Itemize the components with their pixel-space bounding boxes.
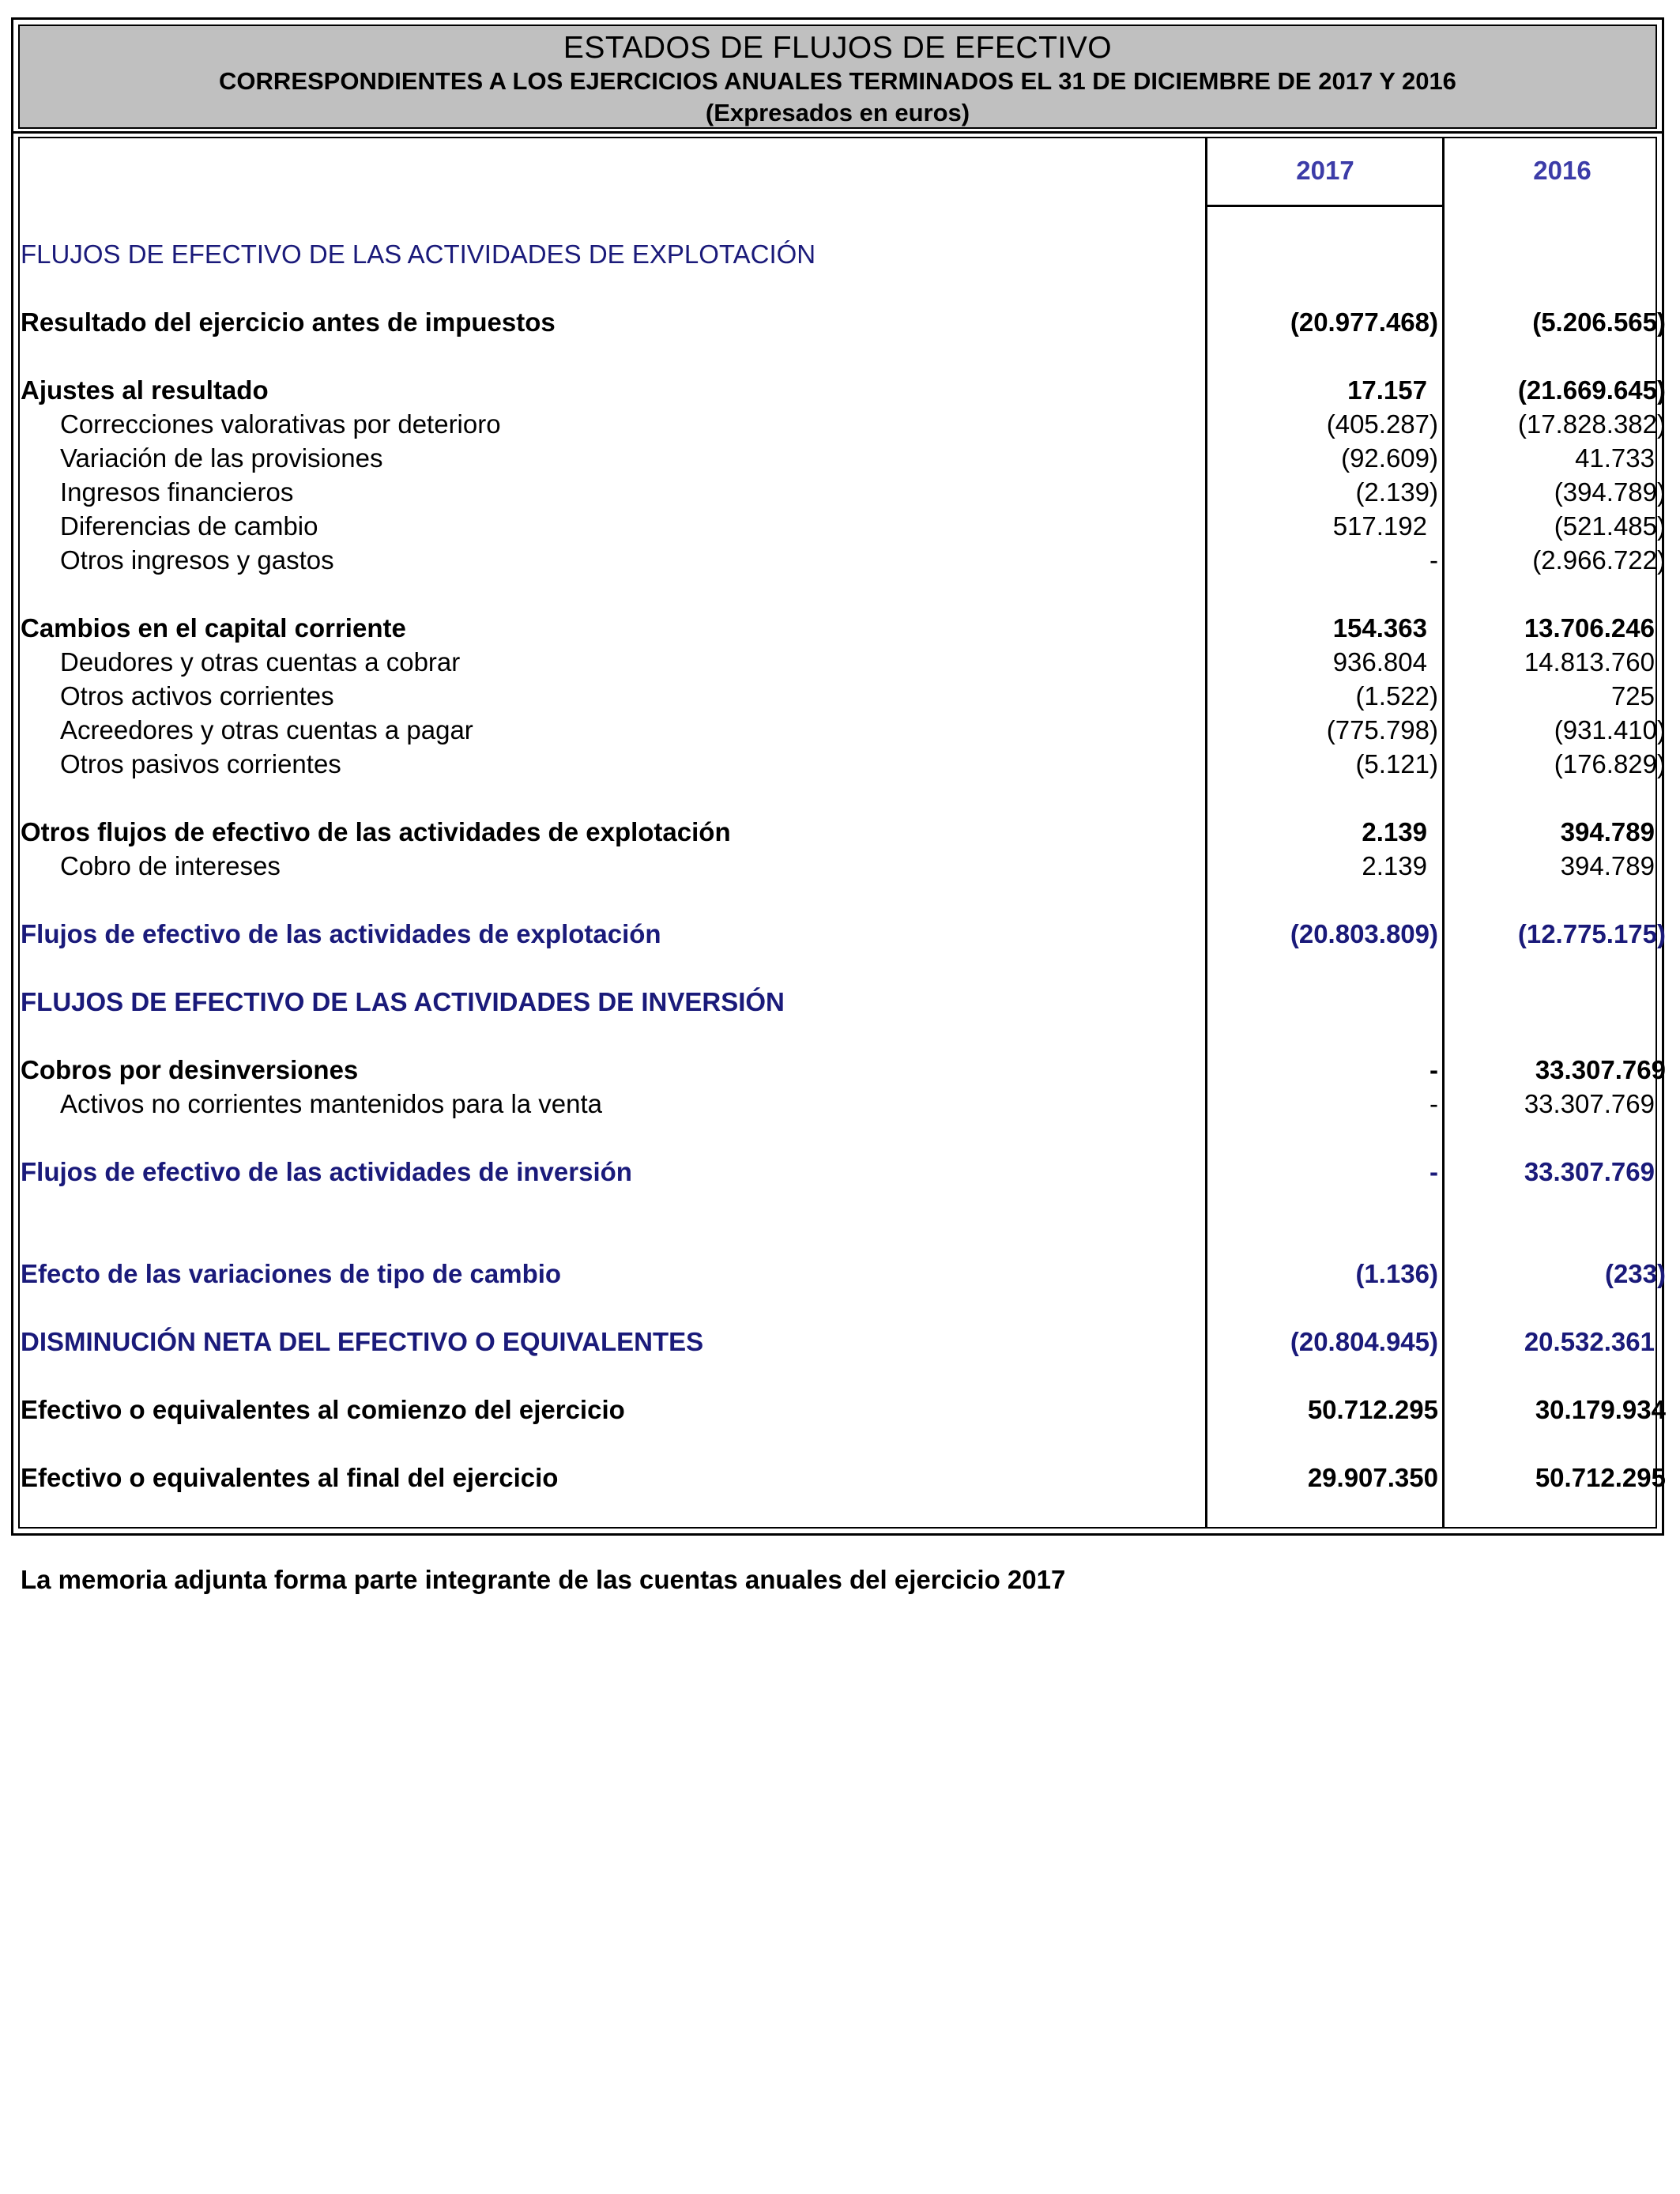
row-label: Efectivo o equivalentes al comienzo del ejercicio <box>21 1395 625 1424</box>
value-2017: 17.157 <box>1347 375 1427 405</box>
value-2016: 14.813.760 <box>1524 647 1655 677</box>
value-2017: (92.609) <box>1341 443 1438 473</box>
row-label: Flujos de efectivo de las actividades de explotación <box>21 919 661 948</box>
value-2016: 33.307.769 <box>1524 1157 1655 1186</box>
value-2016: 725 <box>1610 681 1655 711</box>
value-2017: 2.139 <box>1362 817 1427 846</box>
value-2017: (20.977.468) <box>1290 307 1438 337</box>
value-2017: 517.192 <box>1332 511 1427 541</box>
row-label: Variación de las provisiones <box>60 443 383 473</box>
row-label: Deudores y otras cuentas a cobrar <box>60 647 461 677</box>
row-label: Activos no corrientes mantenidos para la venta <box>60 1089 603 1118</box>
table-row <box>21 543 1666 577</box>
row-label: Otros ingresos y gastos <box>60 545 334 575</box>
title-box <box>11 17 1664 136</box>
column-header-2016: 2016 <box>1533 156 1591 185</box>
value-2017: - <box>1430 545 1438 575</box>
value-2017: 50.712.295 <box>1307 1395 1438 1424</box>
value-2016: (12.775.175) <box>1517 919 1666 948</box>
table-row <box>21 1087 1655 1121</box>
value-2017: - <box>1430 1055 1438 1084</box>
document-title: ESTADOS DE FLUJOS DE EFECTIVO <box>563 31 1113 65</box>
value-2016: 33.307.769 <box>1524 1089 1655 1118</box>
subtotal-row-inversion <box>21 1155 1655 1189</box>
row-label: FLUJOS DE EFECTIVO DE LAS ACTIVIDADES DE INVERSIÓN <box>21 987 785 1016</box>
section-heading-inversion <box>21 985 1655 1019</box>
value-2016: (176.829) <box>1554 749 1666 778</box>
table-row <box>21 679 1655 713</box>
document-subtitle: CORRESPONDIENTES A LOS EJERCICIOS ANUALES TERMINADOS EL 31 DE DICIEMBRE DE 2017 Y 2016 <box>219 67 1456 95</box>
value-2016: (394.789) <box>1554 477 1666 507</box>
row-label: Otros pasivos corrientes <box>60 749 341 778</box>
table-row <box>21 475 1666 509</box>
closing-cash-row <box>21 1461 1666 1495</box>
opening-cash-row <box>21 1393 1666 1427</box>
value-2016: 50.712.295 <box>1535 1463 1666 1492</box>
table-row <box>21 441 1655 475</box>
value-2016: (233) <box>1604 1259 1666 1288</box>
value-2016: 33.307.769 <box>1535 1055 1666 1084</box>
value-2017: (5.121) <box>1355 749 1438 778</box>
row-label: Cobro de intereses <box>60 851 281 880</box>
row-label: Cambios en el capital corriente <box>21 613 406 643</box>
table-row <box>21 849 1655 883</box>
value-2016: (931.410) <box>1554 715 1666 745</box>
value-2016: (5.206.565) <box>1532 307 1666 337</box>
units-note: (Expresados en euros) <box>705 99 970 126</box>
row-label: Ajustes al resultado <box>21 375 269 405</box>
value-2017: (20.804.945) <box>1290 1327 1438 1356</box>
exchange-effect-row <box>21 1257 1666 1291</box>
value-2017: (775.798) <box>1326 715 1438 745</box>
value-2017: (2.139) <box>1355 477 1438 507</box>
value-2017: (405.287) <box>1326 409 1438 439</box>
row-label: Efecto de las variaciones de tipo de cambio <box>21 1259 562 1288</box>
value-2017: (1.136) <box>1355 1259 1438 1288</box>
value-2016: 13.706.246 <box>1524 613 1655 643</box>
table-row <box>21 305 1666 339</box>
table-row <box>21 509 1666 543</box>
value-2017: 29.907.350 <box>1307 1463 1438 1492</box>
row-label: Cobros por desinversiones <box>21 1055 359 1084</box>
value-2016: (17.828.382) <box>1517 409 1666 439</box>
table-row <box>21 611 1655 645</box>
table-row <box>21 1053 1666 1087</box>
value-2016: (21.669.645) <box>1517 375 1666 405</box>
value-2016: 30.179.934 <box>1535 1395 1666 1424</box>
row-label: FLUJOS DE EFECTIVO DE LAS ACTIVIDADES DE EXPLOTACIÓN <box>21 239 816 269</box>
value-2017: - <box>1430 1089 1438 1118</box>
footer-note: La memoria adjunta forma parte integrante de las cuentas anuales del ejercicio 2017 <box>21 1565 1066 1594</box>
table-row <box>21 407 1666 441</box>
section-heading-explotacion <box>21 237 1655 271</box>
value-2016: 394.789 <box>1560 851 1655 880</box>
value-2016: (521.485) <box>1554 511 1666 541</box>
value-2017: 2.139 <box>1362 851 1427 880</box>
row-label: Resultado del ejercicio antes de impuestos <box>21 307 556 337</box>
value-2017: - <box>1430 1157 1438 1186</box>
table-row <box>21 713 1666 747</box>
value-2016: 41.733 <box>1575 443 1655 473</box>
table-row <box>21 645 1655 679</box>
table-row <box>21 747 1666 781</box>
row-label: Correcciones valorativas por deterioro <box>60 409 501 439</box>
row-label: Efectivo o equivalentes al final del ejercicio <box>21 1463 559 1492</box>
row-label: Ingresos financieros <box>60 477 294 507</box>
value-2017: (20.803.809) <box>1290 919 1438 948</box>
table-row <box>21 373 1666 407</box>
value-2016: 20.532.361 <box>1524 1327 1655 1356</box>
row-label: Diferencias de cambio <box>60 511 318 541</box>
column-header-2017: 2017 <box>1296 156 1354 185</box>
net-change-row <box>21 1325 1655 1359</box>
value-2017: (1.522) <box>1355 681 1438 711</box>
title-banner <box>18 25 1657 129</box>
value-2017: 936.804 <box>1332 647 1427 677</box>
year-header-divider <box>1205 205 1445 207</box>
row-label: Otros activos corrientes <box>60 681 334 711</box>
value-2017: 154.363 <box>1332 613 1427 643</box>
row-label: Flujos de efectivo de las actividades de inversión <box>21 1157 632 1186</box>
value-2016: 394.789 <box>1560 817 1655 846</box>
subtotal-row-explotacion <box>21 917 1666 951</box>
row-label: Otros flujos de efectivo de las actividades de explotación <box>21 817 731 846</box>
row-label: Acreedores y otras cuentas a pagar <box>60 715 473 745</box>
row-label: DISMINUCIÓN NETA DEL EFECTIVO O EQUIVALENTES <box>21 1327 704 1356</box>
table-row <box>21 815 1655 849</box>
value-2016: (2.966.722) <box>1532 545 1666 575</box>
